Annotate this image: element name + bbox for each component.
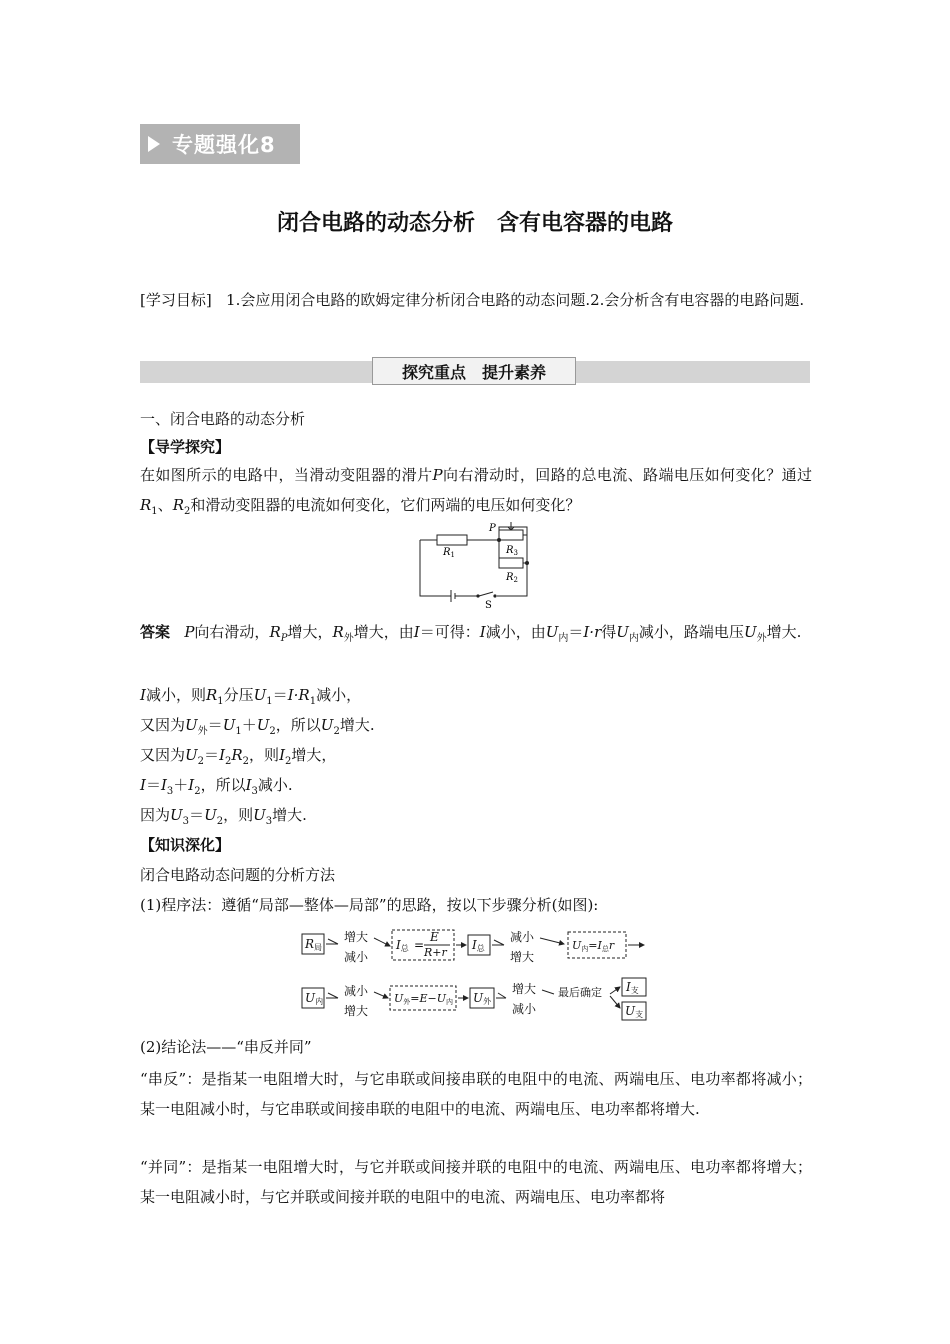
- s5-7: U: [253, 806, 266, 824]
- flow-ibranch-label: I支: [626, 980, 639, 995]
- question-sub-1: 1: [151, 506, 158, 517]
- s5-1: U: [170, 806, 183, 824]
- page-title: 闭合电路的动态分析 含有电容器的电路: [276, 211, 673, 236]
- node-right: [525, 561, 529, 565]
- objective-label: [学习目标]: [140, 291, 212, 309]
- flow-arrow-2: [374, 938, 390, 946]
- question-text-3: 和滑动变阻器的电流如何变化，它们两端的电压如何变化？: [190, 496, 581, 514]
- step-line-2: [140, 714, 375, 737]
- s2-9: ，所以: [275, 716, 321, 734]
- answer-t3: R: [269, 623, 281, 641]
- flow-r1-dec: 减小: [344, 950, 369, 964]
- flow-arrow-11: [542, 990, 554, 994]
- deepen-label: 【知识深化】: [140, 836, 231, 854]
- s1-0: I: [140, 686, 146, 704]
- flow-r2-dec2: 减小: [512, 1002, 537, 1016]
- flow-arrow-10a: [498, 993, 506, 998]
- switch-contact-right: [493, 594, 496, 597]
- s1-6: 1: [266, 696, 273, 707]
- section-heading: 一、闭合电路的动态分析: [140, 410, 306, 428]
- guide-question: [140, 460, 812, 527]
- step-line-3: [140, 744, 336, 767]
- flow-uouter-label: U外: [473, 991, 492, 1006]
- s3-11: 增大，: [291, 746, 337, 764]
- s2-6: ＋: [241, 716, 257, 734]
- learning-objective: [140, 285, 812, 315]
- question-sub-2: 2: [183, 506, 191, 517]
- question-text-1: 在如图所示的电路中，当滑动变阻器的滑片: [140, 466, 433, 484]
- flow-r2-inc: 增大: [344, 1004, 369, 1018]
- answer-t16: 减小，路端电: [638, 623, 729, 641]
- objective-text: 1.会应用闭合电路的欧姆定律分析闭合电路的动态问题.2.会分析含有电容器的电路问题.: [226, 291, 805, 309]
- answer-t15s: 内: [628, 633, 639, 644]
- flow-ubranch-label: U支: [625, 1004, 644, 1019]
- step-line-5: [140, 804, 307, 827]
- s4-9: 3: [251, 786, 258, 797]
- s3-9: I: [279, 746, 285, 764]
- circuit-diagram: [415, 522, 535, 612]
- answer-t18s: 外: [756, 633, 767, 644]
- answer-t17: 压: [728, 623, 744, 641]
- answer-t14: 得: [601, 623, 617, 641]
- s3-4: I: [219, 746, 225, 764]
- label-r3: $R_3$: [506, 545, 518, 557]
- answer-t13: I·r: [583, 623, 602, 641]
- s4-4: ＋: [173, 776, 189, 794]
- flow-r1-dec2: 减小: [510, 930, 535, 944]
- flow-arrow-4a: [494, 940, 504, 945]
- flow-diagram: [298, 924, 658, 1024]
- s4-2: I: [160, 776, 167, 794]
- label-p: P: [489, 523, 496, 534]
- s4-0: I: [140, 776, 146, 794]
- answer-t18: U: [743, 623, 757, 641]
- s1-7: ＝: [272, 686, 288, 704]
- resistor-r1: [437, 535, 467, 545]
- flow-r1-inc2: 增大: [510, 950, 535, 964]
- answer-t15: U: [616, 623, 629, 641]
- answer-t5: R: [332, 623, 344, 641]
- series-rule: “串反”：是指某一电阻增大时，与它串联或间接串联的电阻中的电流、两端电压、电功率都将减小；某一电阻减小时，与它串联或间接串联的电阻中的电流、两端电压、电功率都将增大.: [140, 1070, 812, 1118]
- label-r1: $R_1$: [443, 547, 455, 559]
- answer-t4: 增大，: [287, 623, 333, 641]
- s2-12: 增大.: [339, 716, 375, 734]
- flow-r2-dec: 减小: [344, 984, 369, 998]
- s5-0: 因为: [140, 806, 171, 824]
- s3-0: 又因为: [140, 746, 186, 764]
- s2-1: U: [185, 716, 198, 734]
- s1-2: R: [205, 686, 218, 704]
- answer-t11s: 内: [558, 633, 569, 644]
- section-band-label: 探究重点 提升素养: [372, 357, 576, 385]
- guide-label: 【导学探究】: [140, 438, 231, 456]
- answer: [140, 617, 812, 654]
- chapter-tag: [140, 124, 300, 164]
- flow-arrow-12: [610, 987, 620, 994]
- answer-t19: 增大.: [766, 623, 802, 641]
- resistor-r3: [499, 530, 523, 540]
- question-symbol-p: P: [432, 466, 443, 484]
- flow-itotal-eq-sign: =: [414, 938, 425, 952]
- s5-5: 2: [216, 816, 224, 827]
- flow-itotal-eq-i: I总: [396, 938, 409, 953]
- answer-t6: 增大，由: [353, 623, 414, 641]
- answer-t1: P: [184, 623, 195, 641]
- answer-t9: I: [479, 623, 486, 641]
- s2-3: ＝: [207, 716, 223, 734]
- method-1: (1)程序法：遵循“局部—整体—局部”的思路，按以下步骤分析(如图):: [140, 896, 599, 914]
- s3-6: R: [231, 746, 243, 764]
- s4-1: ＝: [145, 776, 161, 794]
- flow-uinner-eq: U内=I总r: [572, 939, 615, 953]
- answer-t2: 向右滑动，: [194, 623, 270, 641]
- s3-5: 2: [225, 756, 232, 767]
- parallel-rule: “并同”：是指某一电阻增大时，与它并联或间接并联的电阻中的电流、两端电压、电功率都将增大；某一电阻减小时，与它并联或间接并联的电阻中的电流、两端电压、电功率都将: [140, 1158, 812, 1206]
- s2-4: U: [222, 716, 236, 734]
- switch-contact-left: [476, 594, 479, 597]
- label-switch: S: [485, 600, 492, 611]
- s2-2: 外: [197, 726, 208, 737]
- flow-r1-inc: 增大: [344, 930, 369, 944]
- s4-8: I: [245, 776, 252, 794]
- s4-10: 减小.: [257, 776, 293, 794]
- flow-uouter-eq: U外=E−U内: [394, 992, 454, 1006]
- s1-1: 减小，则: [145, 686, 206, 704]
- s1-8: I·R: [287, 686, 310, 704]
- flow-itotal-label: I总: [472, 938, 485, 953]
- label-r2: $R_2$: [506, 572, 518, 584]
- node-left: [497, 538, 501, 542]
- answer-t10: 减小，由: [485, 623, 546, 641]
- step-line-1: [140, 684, 361, 707]
- flow-arrow-7a: [328, 993, 338, 998]
- s3-3: ＝: [204, 746, 220, 764]
- s2-5: 1: [235, 726, 242, 737]
- s5-3: ＝: [189, 806, 205, 824]
- s3-2: 2: [197, 756, 205, 767]
- answer-t5s: 外: [343, 633, 354, 644]
- question-symbol-r1: R: [140, 496, 152, 514]
- s3-8: ，则: [249, 746, 280, 764]
- answer-t11: U: [545, 623, 559, 641]
- flow-uinner-label: U内: [305, 991, 324, 1006]
- resistor-r2: [499, 558, 523, 568]
- flow-itotal-num: E: [430, 930, 439, 944]
- s1-3: 1: [217, 696, 224, 707]
- s4-6: 2: [194, 786, 201, 797]
- s2-0: 又因为: [140, 716, 186, 734]
- question-sep: 、: [157, 496, 173, 514]
- s3-1: U: [185, 746, 198, 764]
- question-symbol-r2: R: [172, 496, 184, 514]
- s1-5: U: [253, 686, 267, 704]
- s5-9: 增大.: [272, 806, 307, 824]
- s4-7: ，所以: [200, 776, 246, 794]
- flow-arrow-13: [610, 996, 620, 1008]
- s2-8: 2: [269, 726, 276, 737]
- flow-arrow-8: [374, 992, 388, 998]
- s5-4: U: [204, 806, 217, 824]
- flow-arrow-5: [540, 938, 564, 944]
- s1-9: 1: [309, 696, 317, 707]
- s1-10: 减小，: [316, 686, 362, 704]
- flow-arrow-1a: [328, 939, 338, 944]
- flow-itotal-den: R+r: [424, 946, 447, 959]
- s1-4: 分压: [223, 686, 254, 704]
- flow-final-label: 最后确定: [558, 986, 602, 999]
- s3-7: 2: [242, 756, 250, 767]
- s2-10: U: [320, 716, 334, 734]
- method-title: 闭合电路动态问题的分析方法: [140, 866, 336, 884]
- s3-10: 2: [285, 756, 292, 767]
- switch-blade: [479, 592, 493, 596]
- flow-r2-inc2: 增大: [512, 982, 537, 996]
- s5-6: ，则: [223, 806, 254, 824]
- answer-label: 答案: [140, 623, 171, 641]
- chapter-tag-text: 专题强化8: [172, 133, 276, 157]
- s2-11: 2: [333, 726, 340, 737]
- question-text-2: 向右滑动时，回路的总电流、路端电压如何变化？通过: [442, 466, 812, 484]
- answer-t3s: P: [280, 633, 288, 644]
- play-triangle-icon: [148, 136, 160, 152]
- method-2: (2)结论法——“串反并同”: [140, 1038, 312, 1056]
- flow-r-label: R局: [305, 937, 323, 952]
- answer-t7: I: [413, 623, 420, 641]
- step-line-4: [140, 774, 293, 797]
- s4-3: 3: [166, 786, 174, 797]
- s5-2: 3: [182, 816, 190, 827]
- answer-t8: ＝可得：: [419, 623, 480, 641]
- s2-7: U: [256, 716, 270, 734]
- s4-5: I: [188, 776, 195, 794]
- answer-t12: ＝: [568, 623, 584, 641]
- s5-8: 3: [265, 816, 273, 827]
